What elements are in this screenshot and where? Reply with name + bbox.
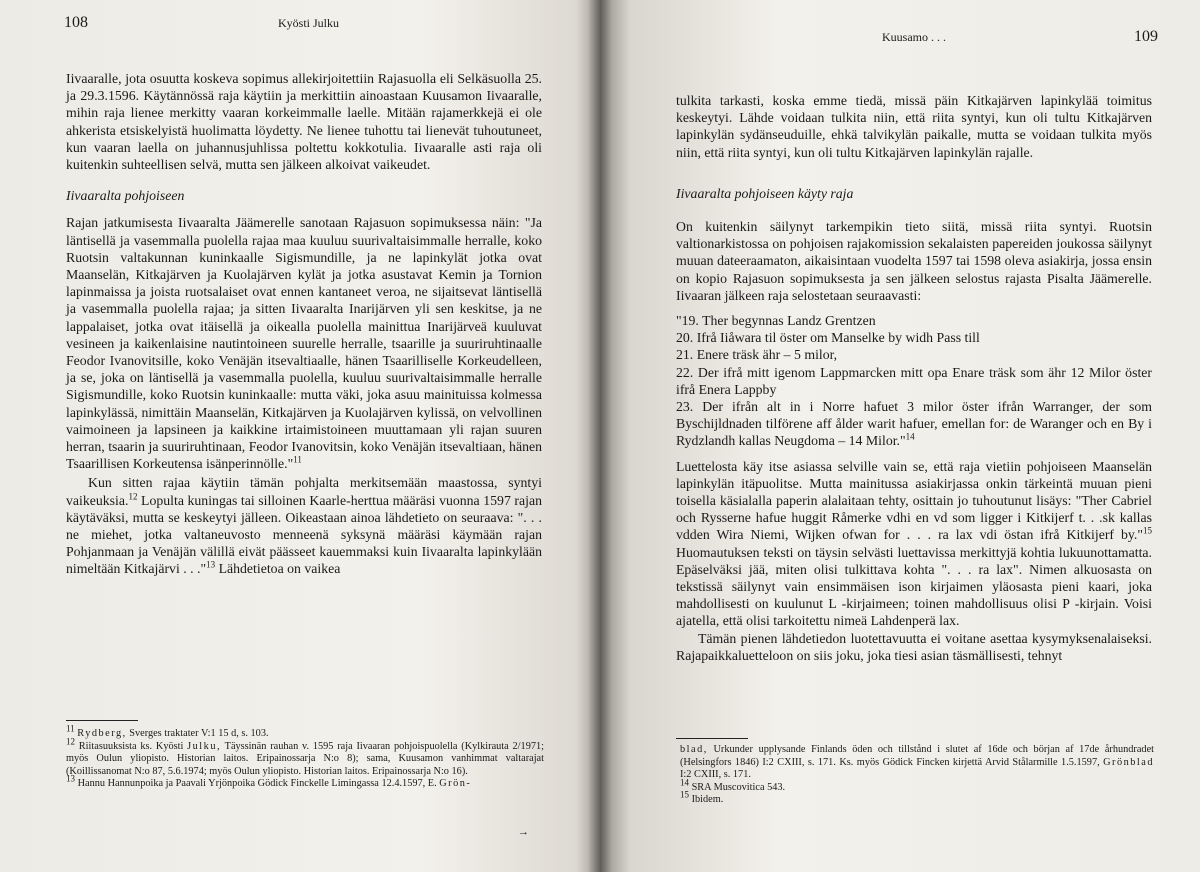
footnote-ref: 13 (206, 559, 216, 570)
footnote: 11 Rydberg, Sverges traktater V:1 15 d, s. 103. (66, 723, 269, 739)
footnote: 15 Ibidem. (680, 789, 724, 806)
continue-arrow: → (518, 826, 529, 838)
paragraph: Rajan jatkumisesta Iivaaralta Jäämerelle sanotaan Rajasuon sopimuksessa näin: "Ja läntisellä ja vasemmalla puolella rajaa maa kuuluu suurivaltaisimmalle herralle, koko Ruotsin valtakunnan kuninkaalle Sigismundille, ja ne lapinkylät jotka ovat Maanselän, Kitkajärven ja Kuolajärven kylät ja jotka asustavat Kemin ja Tornion lapinmaissa ja joista ruotsalaiset ovat ennen kantaneet veroa, ne sijaitsevat läntisellä ja vasemmalla puolella rajaa; ja sitten Iivaaralta Inarijärven yli sen keskitse, ja ne lappalaiset, jotka ovat itäisellä ja oikealla puolella mainittua Inarijärveä kuuluvat vesineen ja kaikenlaisine nautintoineen suurelle herralle, tsaarille ja suuriruhtinaalle Feodor Ivanovitsille, koko Venäjän itsevaltiaalle, hänen Tsaarilliselle Korkeudelleen, ja se, joka on läntisellä ja vasemmalla puolella, kuuluu suurivaltaisimmalle herralle Sigismundille, koko Ruotsin kuninkaalle: mutta väki, joka asuu mainituissa kolmessa lapinkylässä, nimittäin Maanselän, Kitkajärven ja Kuolajärven kylissä, on velvollinen vaimoineen ja lapsineen ja kaikkine irtaimistoineen muuttamaan yli rajan suuren herran, tsaarin ja suuriruhtinaan, Feodor Ivanovitsin, koko Venäjän itsevaltiaan, hänen Tsaarillisen Korkeutensa isänperinnölle."$^{11}$ (66, 215, 542, 472)
left-footnotes (66, 723, 544, 791)
running-head: Kuusamo . . . (882, 30, 946, 44)
book-gutter (588, 0, 612, 872)
footnote-ref: 11 (293, 454, 302, 465)
footnote: 13 Hannu Hannunpoika ja Paavali Yrjönpoika Gödick Finckelle Limingassa 12.4.1597, E. Grön- (66, 773, 472, 790)
left-body (66, 70, 542, 578)
footnote-ref: 12 (128, 491, 138, 502)
footnote-rule (676, 738, 748, 739)
footnote-ref: 15 (1143, 525, 1152, 536)
footnote-ref: 14 (905, 431, 915, 442)
section-heading: Iivaaralta pohjoiseen käyty raja (676, 185, 854, 201)
boundary-list (676, 312, 1152, 450)
list-item: 21. Enere träsk ähr – 5 milor, (676, 347, 838, 363)
paragraph: Kun sitten rajaa käytiin tämän pohjalta merkitsemään maastossa, syntyi vaikeuksia.$^{12}$ Lopulta kuningas tai silloinen Kaarle-herttua määräsi vuonna 1597 rajan käytäväksi, mutta se keskeytyi jälleen. Oikeastaan ainoa lähdetieto on seuraava: ". . . ne miehet, jotka valtaneuvosto menneenä syksynä määräsi käymään rajan Pohjanmaan ja Venäjän välillä eivät päässeet kauemmaksi kuin Iivaaralta lapinkylään nimeltään Kitkajärvi . . ."$^{13}$ Lähdetietoa on vaikea (66, 475, 542, 577)
paragraph: Tämän pienen lähdetiedon luotettavuutta ei voitane asettaa kysymyksenalaiseksi. Rajapaikkaluetteloon on siis joku, joka tiesi asian täsmällisesti, tehnyt (676, 630, 1152, 663)
footnote: 14 SRA Muscovitica 543. (680, 777, 786, 793)
list-item: 22. Der ifrå mitt igenom Lappmarcken mitt opa Enare träsk som ähr 12 Milor öster ifrå Enera Lappby (676, 364, 1152, 397)
list-item: 23. Der ifrån alt in i Norre hafuet 3 milor öster ifrån Warranger, der som Byschijldnaden tilförene aff ålder warit hafuer, emellan for: de Waranger och en By i Rydzlandh kallas Neugdoma – 14 Milor."$^{14}$ (676, 399, 1152, 449)
list-item: 20. Ifrå Iiåwara til öster om Manselke by widh Pass till (676, 330, 980, 346)
section-heading: Iivaaralta pohjoiseen (66, 188, 185, 204)
right-footnotes (680, 744, 1154, 807)
right-body (676, 92, 1152, 664)
page-number: 108 (64, 14, 88, 31)
footnote: 12 Riitasuuksista ks. Kyösti Julku, Täyssinän rauhan v. 1595 raja Iivaaran pohjoispuolella (Kylkirauta 2/1971; myös Oulun yliopisto. Historian laitos. Eripainossarja N:o 8); sama, Kuusamon vanhimmat valtarajat (Koillissanomat N:o 87, 5.6.1974; myös Oulun yliopisto. Historian laitos. Eripainossarja N:o 16). (66, 736, 544, 777)
right-page (600, 0, 1200, 872)
paragraph: Iivaaralle, jota osuutta koskeva sopimus allekirjoitettiin Rajasuolla eli Selkäsuolla 25. ja 29.3.1596. Käytännössä raja käytiin ja merkittiin ainoastaan Kuusamon Iivaaralle, mihin raja lienee merkitty vaaran korkeimmalle laelle. Mitään rajamerkkejä ei ole ahkeristа etsiskelyistä huolimatta löydetty. Ne lienee tuhottu tai lienevät tuhoutuneet, kun vaaran laella on juhannusjuhlissa poltettu kokkotulia. Iivaaralle asti raja oli kuitenkin suhteellisen selvä, mutta sen jälkeen alkoivat vaikeudet. (66, 71, 542, 173)
running-head: Kyösti Julku (278, 16, 340, 30)
list-item: "19. Ther begynnas Landz Grentzen (676, 313, 876, 329)
paragraph: Luettelosta käy itse asiassa selville vain se, että raja vietiin pohjoiseen Maanselän lapinkylän itäpuolitse. Mutta mainitussa asiakirjassa onkin tärkeintä muuan pieni toisella käsialalla paperin alalaitaan tehty, osittain jo tuhoutunut lisäys: "Ther Cabriel och Rysserne hafue huggit Råmerke vdhi en vd som ligger i Kitkijerf t. . .sk kallas vdden Wira Niemi, Wijken ofwan for . . . ra lax vdi östan ifrå Kitkijerf by."$^{15}$ Huomautuksen teksti on täysin selvästi luettavissa merkittyjä kohtia lukuunottamatta. Epäselväksi jää, miten olisi tulkittava kohta ". . . ra lax". Nimen alkuosasta on tekstissä säilynyt vain ensimmäisen ison kirjaimen yläosasta pieni kaari, joka mahdollisesti on kuulunut L -kirjaimeen; toinen mahdollisuus olisi P -kirjain. Voisi ajatella, että olisi tarkoitettu nimeä Lahdenperä lax. (676, 458, 1152, 629)
footnote-rule (66, 720, 138, 721)
footnote: blad, Urkunder upplysande Finlands öden och tillstånd i slutet af 16de och början af 17de århundradet (Helsingfors 1846) I:2 CXIII, s. 171. Ks. myös Gödick Fincken kirjettä Arvid Stålarmille 1.5.1597, Grönblad I:2 CXIII, s. 171. (680, 744, 1154, 781)
paragraph: tulkita tarkasti, koska emme tiedä, missä päin Kitkajärven lapinkylää toimitus keskeytyi. Lähde voidaan tulkita niin, että riita syntyi, kun oli tultu Kitkajärven lapinkylän sydänseuduille, ehkä talvikylän paikalle, mutta se voidaan tulkita myös niin, että riita syntyi, kun oli tultu Kitkajärven lapinkylän rajalle. (676, 93, 1152, 160)
page-number: 109 (1134, 28, 1158, 45)
paragraph: On kuitenkin säilynyt tarkempikin tieto siitä, missä riita syntyi. Ruotsin valtionarkistossa on pohjoisen rajakomission sekalaisten papereiden joukossa säilynyt muuan dateeraamaton, aikaisintaan vuodelta 1597 tai 1598 oleva asiakirja, jossa ensin on kopio Rajasuon sopimuksesta ja sen jälkeen selostus rajasta Pisalta Jäämerelle. Iivaaran jälkeen raja selostetaan seuraavasti: (676, 219, 1152, 303)
